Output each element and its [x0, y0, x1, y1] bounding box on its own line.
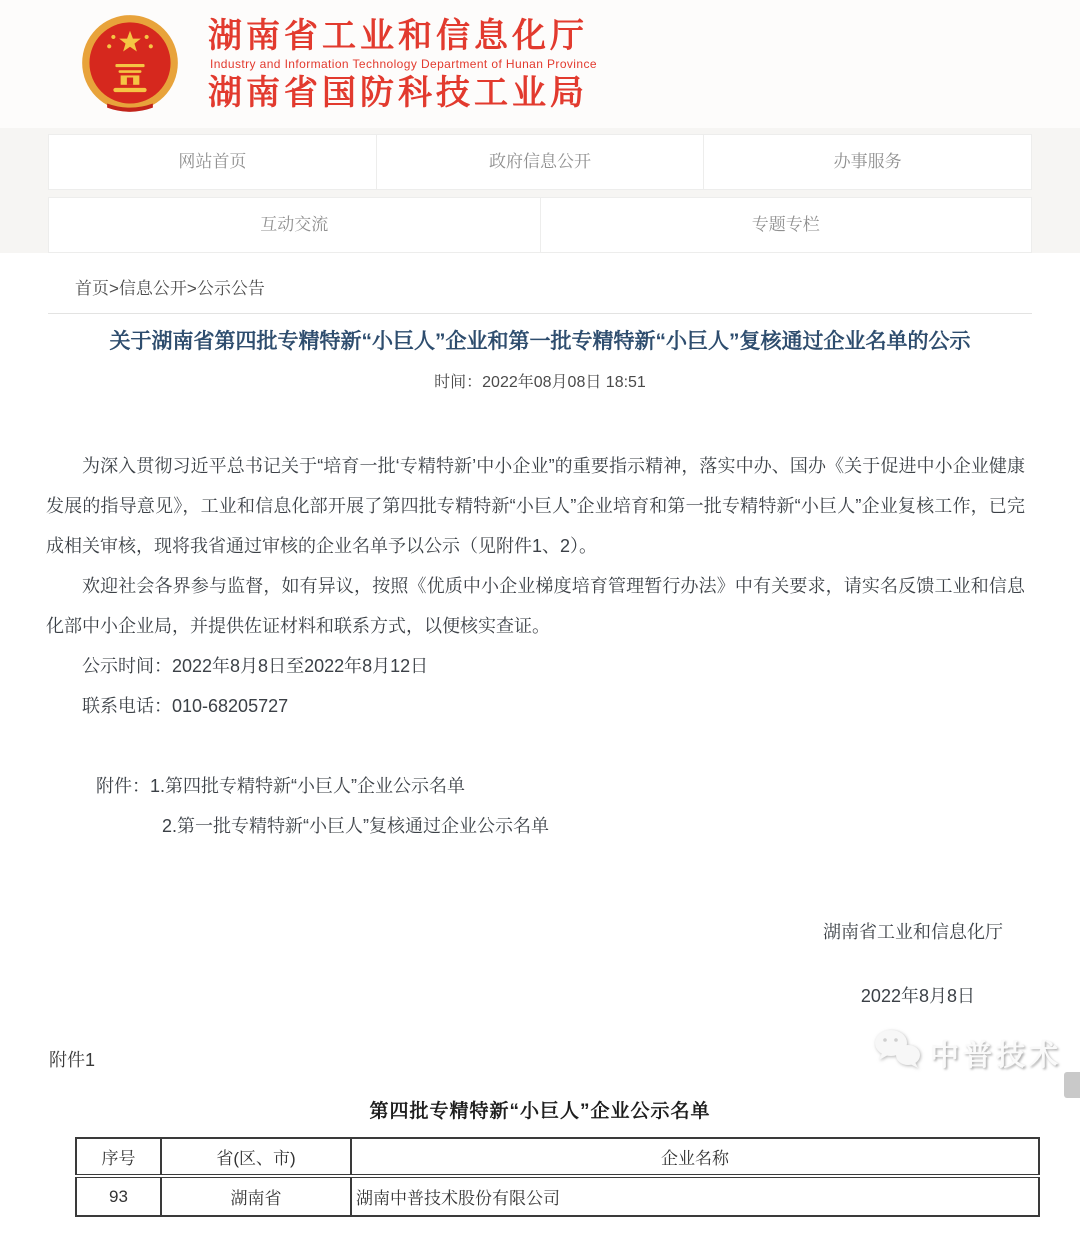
document-area [0, 253, 1080, 1257]
attachments-label: 附件： [96, 776, 150, 796]
attachment-item-1 [46, 766, 1025, 806]
signature-block [46, 912, 1025, 1016]
china-national-emblem-icon [78, 12, 182, 116]
cell-company: 湖南中普技术股份有限公司 [351, 1176, 1039, 1216]
attachment-2-text: 2.第一批专精特新“小巨人”复核通过企业公示名单 [162, 816, 549, 836]
article-title: 关于湖南省第四批专精特新“小巨人”企业和第一批专精特新“小巨人”复核通过企业名单的公示 [109, 330, 971, 353]
attachment-item-2 [46, 806, 1025, 846]
nav-item-special-columns[interactable]: 专题专栏 [751, 215, 820, 234]
annex-table [75, 1137, 1040, 1217]
org-name-line1: 湖南省工业和信息化厅 [208, 16, 588, 55]
nav-item-gov-info[interactable]: 政府信息公开 [377, 135, 705, 189]
annex-table-title: 第四批专精特新“小巨人”企业公示名单 [369, 1101, 711, 1122]
main-nav [48, 134, 1032, 253]
scroll-indicator[interactable] [1064, 1072, 1080, 1098]
signature-org: 湖南省工业和信息化厅 [823, 922, 1003, 942]
header-company: 企业名称 [351, 1138, 1039, 1176]
site-header [0, 0, 1080, 128]
cell-seq: 93 [76, 1176, 161, 1216]
org-title-block [208, 17, 597, 112]
nav-row-1 [48, 134, 1032, 190]
paragraph-1: 为深入贯彻习近平总书记关于“培育一批‘专精特新’中小企业”的重要指示精神，落实中办、国办《关于促进中小企业健康发展的指导意见》，工业和信息化部开展了第四批专精特新“小巨人”企业培育和第一批专精特新“小巨人”企业复核工作，已完成相关审核，现将我省通过审核的企业名单予以公示（见附件1、2）。 [46, 456, 1025, 556]
nav-item-services[interactable]: 办事服务 [833, 152, 902, 171]
publicity-period-line: 公示时间：2022年8月8日至2022年8月12日 [82, 656, 429, 676]
attachments-block [46, 766, 1025, 846]
header-province: 省(区、市) [161, 1138, 351, 1176]
nav-item-home[interactable]: 网站首页 [49, 135, 377, 189]
org-name-line2: 湖南省国防科技工业局 [208, 73, 588, 112]
cell-province: 湖南省 [161, 1176, 351, 1216]
header-seq: 序号 [76, 1138, 161, 1176]
table-row [76, 1176, 1039, 1216]
breadcrumb[interactable]: 首页>信息公开>公示公告 [48, 253, 1032, 314]
annex-1-label: 附件1 [49, 1050, 96, 1070]
article-publish-time: 时间：2022年08月08日 18:51 [434, 374, 646, 391]
org-name-english: Industry and Information Technology Department of Hunan Province [210, 56, 597, 71]
watermark-text: 中普技术 [929, 1039, 1062, 1072]
signature-date: 2022年8月8日 [860, 986, 975, 1006]
contact-phone-line: 联系电话：010-68205727 [82, 696, 289, 716]
article-body [46, 446, 1025, 1016]
nav-item-interaction[interactable]: 互动交流 [49, 198, 541, 252]
attachment-1-text: 1.第四批专精特新“小巨人”企业公示名单 [150, 776, 465, 796]
table-header-row [76, 1138, 1039, 1176]
nav-row-2 [48, 197, 1032, 253]
paragraph-2: 欢迎社会各界参与监督，如有异议，按照《优质中小企业梯度培育管理暂行办法》中有关要求，请实名反馈工业和信息化部中小企业局，并提供佐证材料和联系方式，以便核实查证。 [46, 576, 1025, 636]
